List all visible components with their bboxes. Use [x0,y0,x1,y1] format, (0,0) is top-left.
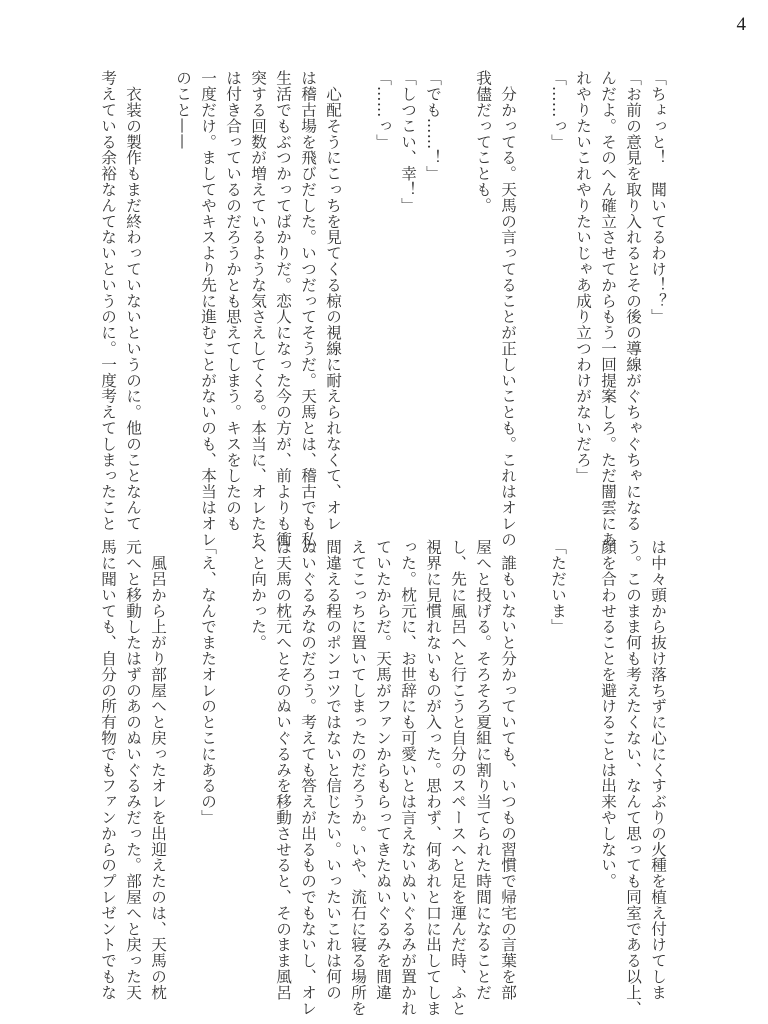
text-line: 「しつこい、幸！」 [399,70,417,214]
text-line: 「……っ」 [374,70,392,150]
text-line: えてこっちに置いてしまったのだろうか。いや、流石に寝る場所を [349,539,367,1016]
text-line: 視界に見慣れないものが入った。思わず、何あれと口に出してしま [424,539,442,1016]
text-line: 「でも……！」 [424,70,442,182]
blank-line [445,70,470,550]
text-line: 誰もいないと分かっていても、いつもの習慣で帰宅の言葉を部 [499,539,517,1001]
text-line: 一度だけ。ましてやキスより先に進むことがないのも、本当はオレ [199,70,217,547]
text-line: 「え、なんでまたオレのとこにあるの」 [199,539,217,826]
text-line: は天馬の枕元へとそのぬいぐるみを移動させると、そのまま風呂 [274,539,292,1001]
blank-line [520,539,545,1019]
text-line: は稽古場を飛びだした。いつだってそうだ。天馬とは、稽古でも私 [299,70,317,547]
text-line: ぬいぐるみなのだろう。考えても答えが出るものでもないし、オレ [299,539,317,1016]
text-line: 風呂から上がり部屋へと戻ったオレを出迎えたのは、天馬の枕 [149,539,167,1001]
text-line: う。このまま何も考えたくない、なんて思っても同室である以上、 [624,539,642,1016]
text-line: 元へと移動したはずのあのぬいぐるみだった。部屋へと戻った天 [124,539,142,1001]
text-line: 間違える程のポンコツではないと信じたい。いったいこれは何の [324,539,342,1001]
text-line: 馬に聞いても、自分の所有物でもファンからのプレゼントでもな [99,539,117,1001]
text-line: し、先に風呂へと行こうと自分のスペースへと足を運んだ時、ふと [449,539,467,1016]
text-line: は付き合っているのだろうかとも思えてしまう。キスをしたのも [224,70,242,532]
text-line: 生活でもぶつかってばかりだ。恋人になった今の方が、前よりも衝 [274,70,292,547]
text-line: 心配そうにこっちを見てくる椋の視線に耐えられなくて、オレ [324,70,342,532]
blank-line [145,70,170,550]
text-line: 顔を合わせることを避けることは出来やしない。 [599,539,617,889]
page-number: 4 [736,14,746,35]
text-line: ていたからだ。天馬がファンからもらってきたぬいぐるみを間違 [374,539,392,1001]
blank-line [170,539,195,1019]
text-line: へと向かった。 [249,539,267,651]
text-line: 衣装の製作もまだ終わっていないというのに。他のことなんて [124,70,142,532]
text-line: 我儘だってことも。 [474,70,492,214]
text-tier-top [95,70,670,550]
text-line: 「……っ」 [549,70,567,150]
blank-line [220,539,245,1019]
text-line: は中々頭から抜け落ちずに心にくすぶりの火種を植え付けてしま [649,539,667,1001]
text-line: 「ちょっと！ 聞いてるわけ！？」 [649,70,667,325]
text-line: 屋へと投げる。そろそろ夏組に割り当てられた時間になることだ [474,539,492,1001]
text-line: 「ただいま」 [549,539,567,635]
text-line: のこと—— [174,70,192,150]
text-line: 「お前の意見を取り入れるとその後の導線がぐちゃぐちゃになる [624,70,642,532]
text-line: 突する回数が増えているような気さえしてくる。本当に、オレたち [249,70,267,547]
text-line: んだよ。そのへん確立させてからもう一回提案しろ。ただ闇雲にあ [599,70,617,547]
text-line: れやりたいこれやりたいじゃあ成り立つわけがないだろ」 [574,70,592,484]
text-line: った。枕元に、お世辞にも可愛いとは言えないぬいぐるみが置かれ [399,539,417,1016]
blank-line [345,70,370,550]
text-line: 考えている余裕なんてないというのに。一度考えてしまったこと [99,70,117,532]
blank-line [520,70,545,550]
blank-line [570,539,595,1019]
text-tier-bottom [95,539,670,1019]
text-line: 分かってる。天馬の言ってることが正しいことも。これはオレの [499,70,517,547]
